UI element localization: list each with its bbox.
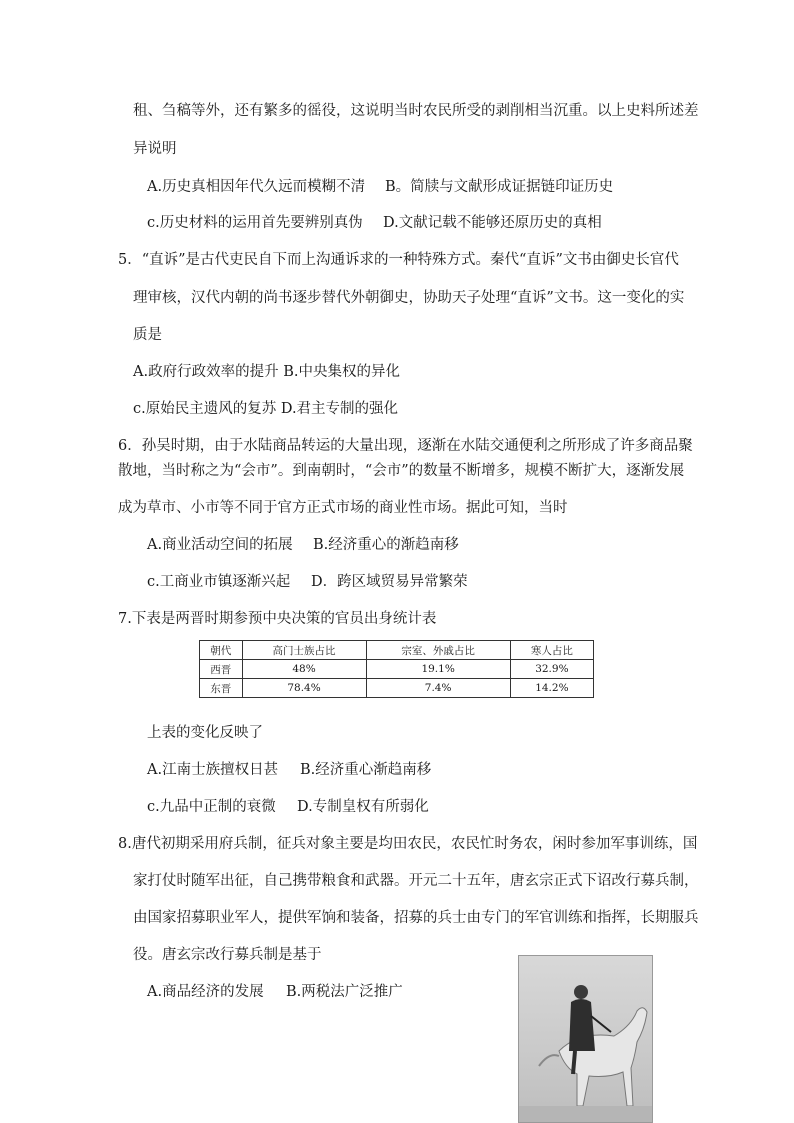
table-cell: 78.4% (242, 679, 366, 698)
text-line: 散地，当时称之为“会市”。到南朝时，“会市”的数量不断增多，规模不断扩大，逐渐发展 (118, 463, 685, 479)
question-7-text: 7.下表是两晋时期参预中央决策的官员出身统计表 (118, 611, 437, 627)
table-row (200, 660, 594, 679)
question-5-text: 5．“直诉”是古代吏民自下而上沟通诉求的一种特殊方式。秦代“直诉”文书由御史长官代 (118, 252, 679, 268)
table-header-cell: 高门士族占比 (242, 641, 366, 660)
table-header-cell: 寒人占比 (510, 641, 593, 660)
table-cell: 32.9% (510, 660, 593, 679)
table-cell: 14.2% (510, 679, 593, 698)
table-cell: 7.4% (366, 679, 510, 698)
option-a: A.历史真相因年代久远而模糊不清 (147, 179, 366, 195)
option-d: D.专制皇权有所弱化 (297, 799, 429, 815)
table-header-cell: 宗室、外戚占比 (366, 641, 510, 660)
horse-rider-painting (518, 955, 653, 1123)
text-line: 异说明 (133, 141, 177, 157)
text-line: 理审核，汉代内朝的尚书逐步替代外朝御史，协助天子处理“直诉”文书。这一变化的实 (133, 290, 685, 306)
option-d: D.文献记载不能够还原历史的真相 (383, 215, 602, 231)
table-header-cell: 朝代 (200, 641, 243, 660)
horse-rider-illustration (519, 956, 652, 1122)
option-a: A.江南士族擅权日甚 (147, 762, 279, 778)
option-b: B.经济重心渐趋南移 (300, 762, 432, 778)
option-b: B.经济重心的渐趋南移 (313, 537, 459, 553)
options-cd: c.原始民主遗风的复苏 D.君主专制的强化 (133, 401, 399, 417)
text-line: 上表的变化反映了 (147, 725, 263, 741)
table-cell: 东晋 (200, 679, 243, 698)
text-line: 成为草市、小市等不同于官方正式市场的商业性市场。据此可知，当时 (118, 500, 568, 516)
options-ab: A.政府行政效率的提升 B.中央集权的异化 (133, 364, 400, 380)
option-a: A.商业活动空间的拓展 (147, 537, 293, 553)
question-6-text: 6．孙吴时期，由于水陆商品转运的大量出现，逐渐在水陆交通便利之所形成了许多商品聚 (118, 438, 693, 454)
table-cell: 48% (242, 660, 366, 679)
text-line: 租、刍稿等外，还有繁多的徭役，这说明当时农民所受的剥削相当沉重。以上史料所述差 (133, 103, 699, 119)
option-c: c.工商业市镇逐渐兴起 (147, 574, 291, 590)
table-header-row (200, 641, 594, 660)
option-b: B。简牍与文献形成证据链印证历史 (385, 179, 614, 195)
text-line: 家打仗时随军出征，自己携带粮食和武器。开元二十五年，唐玄宗正式下诏改行募兵制， (133, 873, 699, 889)
option-c: c.九品中正制的衰微 (147, 799, 276, 815)
option-c: c.历史材料的运用首先要辨别真伪 (147, 215, 363, 231)
table-cell: 19.1% (366, 660, 510, 679)
table-row (200, 679, 594, 698)
statistics-table (199, 640, 594, 698)
option-b: B.两税法广泛推广 (286, 984, 403, 1000)
option-a: A.商品经济的发展 (147, 984, 264, 1000)
option-d: D．跨区域贸易异常繁荣 (311, 574, 468, 590)
table-cell: 西晋 (200, 660, 243, 679)
question-8-text: 8.唐代初期采用府兵制，征兵对象主要是均田农民，农民忙时务农，闲时参加军事训练，国 (118, 836, 698, 852)
text-line: 役。唐玄宗改行募兵制是基于 (133, 947, 322, 963)
text-line: 由国家招募职业军人，提供军饷和装备，招募的兵士由专门的军官训练和指挥，长期服兵 (133, 910, 699, 926)
text-line: 质是 (133, 327, 162, 343)
